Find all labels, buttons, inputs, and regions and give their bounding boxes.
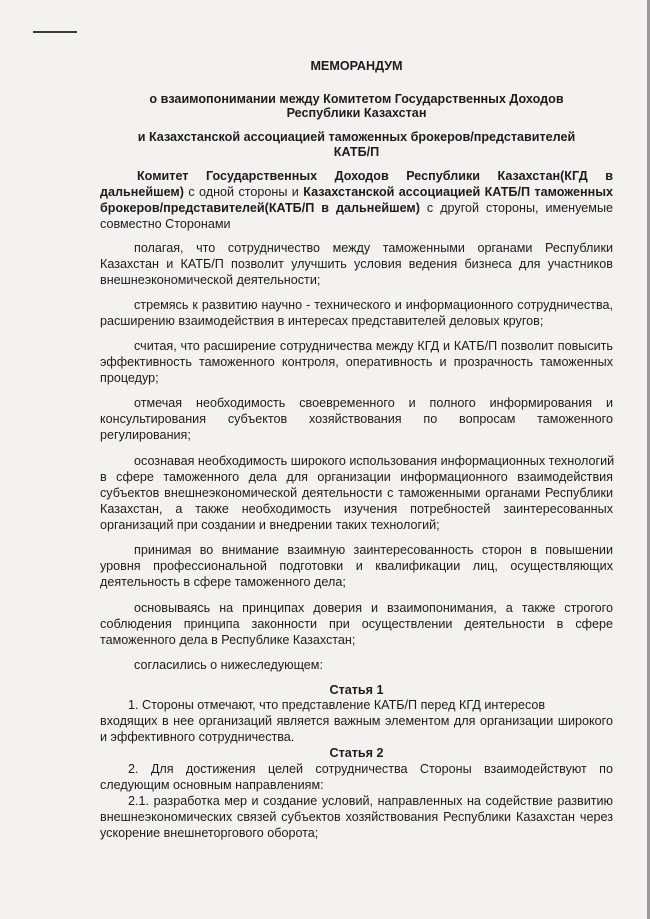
article-2-heading: Статья 2 [329,746,384,760]
preamble-connector: с одной стороны и [183,185,304,199]
paragraph-1-line-2: Казахстан и КАТБ/П позволит улучшить условия ведения бизнеса для участников [100,257,613,271]
paragraph-6-line-3: деятельность в сфере таможенного дела; [100,575,346,589]
paragraph-4-line-1: отмечая необходимость своевременного и полного информирования и [134,396,613,410]
paragraph-7-line-3: таможенного дела в Республике Казахстан; [100,633,356,647]
article-1-line-1: 1. Стороны отмечают, что представление КАТБ/П перед КГД интересов [128,698,546,712]
scan-mark [33,31,77,33]
article-2-line-4: внешнеэкономических связей субъектов хозяйствования Республики Казахстан через [100,810,613,824]
subtitle-line-4: КАТБ/П [333,145,380,159]
article-1-line-2: входящих в нее организаций является важным элементом для организации широкого [100,714,613,728]
preamble-katbp-abbrev: брокеров/представителей(КАТБ/П в дальнейшем) [100,201,420,215]
paragraph-7-line-2: соблюдения принципа законности при осуществлении деятельности в сфере [100,617,613,631]
article-2-line-2: следующим основным направлениям: [100,778,324,792]
preamble-kgd-abbrev: дальнейшем) [100,185,184,199]
article-2-line-5: ускорение внешнеторгового оборота; [100,826,319,840]
paragraph-4-line-2: консультирования субъектов хозяйствования по вопросам таможенного [100,412,613,426]
paragraph-3-line-1: считая, что расширение сотрудничества между КГД и КАТБ/П позволит повысить [134,339,613,353]
paragraph-2-line-1: стремясь к развитию научно - технического и информационного сотрудничества, [134,298,613,312]
paragraph-3-line-2: эффективность таможенного контроля, оперативность и прозрачность таможенных [100,355,613,369]
paragraph-5-line-1: осознавая необходимость широкого использования информационных технологий [134,454,615,468]
article-2-line-3: 2.1. разработка мер и создание условий, направленных на содействие развитию [128,794,613,808]
subtitle-line-3: и Казахстанской ассоциацией таможенных брокеров/представителей [137,130,576,144]
paragraph-4-line-3: регулирования; [100,428,191,442]
paragraph-3-line-3: процедур; [100,371,159,385]
paragraph-2-line-2: расширению взаимодействия в интересах представителей деловых кругов; [100,314,544,328]
preamble-other-side: с другой стороны, именуемые [419,201,613,215]
article-1-heading: Статья 1 [329,683,384,697]
paragraph-8: согласились о нижеследующем: [134,658,323,672]
paragraph-1-line-3: внешнеэкономической деятельности; [100,273,321,287]
preamble-line-3 [100,200,613,216]
paragraph-6-line-1: принимая во внимание взаимную заинтересованность сторон в повышении [134,543,613,557]
subtitle-line-1: о взаимопонимании между Комитетом Государственных Доходов [149,92,564,106]
paragraph-7-line-1: основываясь на принципах доверия и взаимопонимания, а также строгого [134,601,613,615]
paragraph-5-line-3: субъектов внешнеэкономической деятельности с таможенными органами Республики [100,486,613,500]
article-1-line-3: и эффективного сотрудничества. [100,730,295,744]
preamble-line-1: Комитет Государственных Доходов Республики Казахстан(КГД в [137,169,613,183]
subtitle-line-2: Республики Казахстан [286,106,427,120]
preamble-line-2 [100,184,613,200]
preamble-line-4: совместно Сторонами [100,217,231,231]
document-title: МЕМОРАНДУМ [310,59,403,73]
paragraph-1-line-1: полагая, что сотрудничество между таможенными органами Республики [134,241,613,255]
preamble-katbp-name: Казахстанской ассоциацией КАТБ/П таможенных [303,185,613,199]
paragraph-5-line-4: Казахстан, а также необходимость изучения потребностей заинтересованных [100,502,613,516]
paragraph-5-line-5: организаций при создании и внедрении таких технологий; [100,518,440,532]
paragraph-5-line-2: в сфере таможенного дела для организации информационного взаимодействия [100,470,613,484]
paragraph-6-line-2: уровня профессиональной подготовки и квалификации лиц, осуществляющих [100,559,613,573]
article-2-line-1: 2. Для достижения целей сотрудничества Стороны взаимодействуют по [128,762,613,776]
